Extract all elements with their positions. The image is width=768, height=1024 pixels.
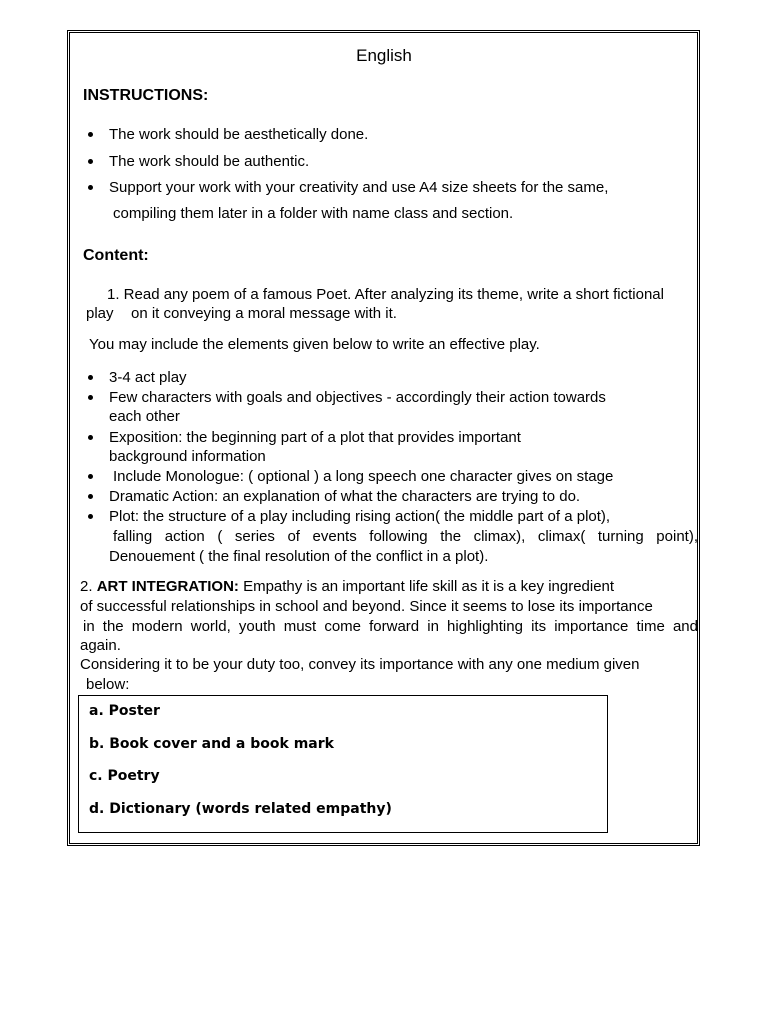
elements-intro: You may include the elements given below to write an effective play. [89,336,540,353]
art-label: ART INTEGRATION: [96,578,239,595]
bullet-icon [88,132,93,137]
instruction-item: The work should be authentic. [109,153,310,170]
task1-line2-word: play [86,305,114,322]
element-item: Dramatic Action: an explanation of what the characters are trying to do. [109,488,581,505]
option-item: a. Poster [89,703,160,719]
element-item: Include Monologue: ( optional ) a long speech one character gives on stage [113,468,614,485]
task1-line2-rest: on it conveying a moral message with it. [131,305,397,322]
bullet-icon [88,514,93,519]
content-heading: Content: [83,247,149,264]
bullet-icon [88,395,93,400]
bullet-icon [88,159,93,164]
bullet-icon [88,185,93,190]
element-item: Few characters with goals and objectives - accordingly their action towards [109,389,606,406]
art-line6: below: [86,676,130,693]
instruction-item: Support your work with your creativity and use A4 size sheets for the same, [109,179,609,196]
art-line3: in the modern world, youth must come forward in highlighting its importance time and [83,618,698,635]
element-item-continuation: each other [109,408,180,425]
bullet-icon [88,494,93,499]
bullet-icon [88,375,93,380]
element-item-continuation: Denouement ( the final resolution of the conflict in a plot). [109,548,489,565]
element-item-continuation: background information [109,448,266,465]
bullet-icon [88,435,93,440]
instruction-item: The work should be aesthetically done. [109,126,369,143]
art-line1 [80,578,614,596]
task1-line1: 1. Read any poem of a famous Poet. After analyzing its theme, write a short fictional [107,286,664,303]
element-item: Plot: the structure of a play including rising action( the middle part of a plot), [109,508,611,525]
document-title: English [356,46,412,65]
option-item: c. Poetry [89,768,160,784]
element-item: 3-4 act play [109,369,187,386]
bullet-icon [88,474,93,479]
art-line4: again. [80,637,121,654]
art-line2: of successful relationships in school and beyond. Since it seems to lose its importance [80,598,653,615]
element-item: Exposition: the beginning part of a plot that provides important [109,429,521,446]
option-item: d. Dictionary (words related empathy) [89,801,392,817]
element-item-continuation: falling action ( series of events following the climax), climax( turning point), [113,528,698,545]
instructions-heading: INSTRUCTIONS: [83,87,209,104]
art-number: 2. [80,578,93,595]
art-line5: Considering it to be your duty too, convey its importance with any one medium given [80,656,640,673]
option-item: b. Book cover and a book mark [89,736,334,752]
instruction-continuation: compiling them later in a folder with name class and section. [113,205,514,222]
art-text: Empathy is an important life skill as it is a key ingredient [243,578,615,595]
